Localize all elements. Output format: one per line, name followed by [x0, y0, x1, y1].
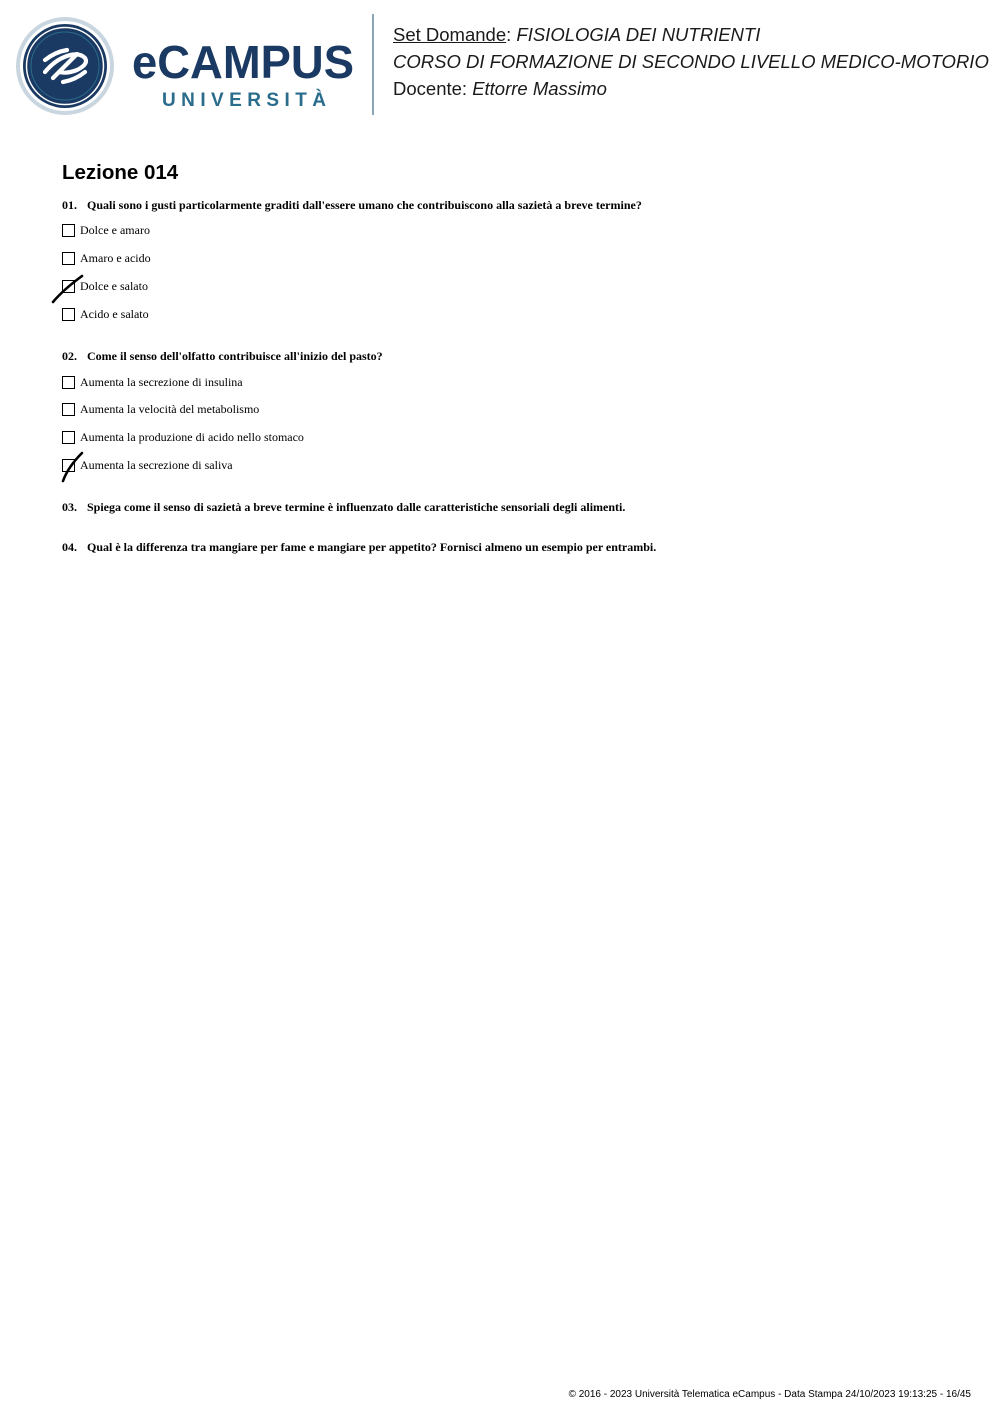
question-01: 01. Quali sono i gusti particolarmente graditi dall'essere umano che contribuiscono alla sazietà a breve termine? [62, 198, 642, 212]
checkbox[interactable] [62, 431, 75, 444]
checkbox[interactable] [62, 224, 75, 237]
header-info [393, 21, 1000, 102]
question-02: 02. Come il senso dell'olfatto contribuisce all'inizio del pasto? [62, 349, 383, 363]
question-04: 04. Qual è la differenza tra mangiare per fame e mangiare per appetito? Fornisci almeno un esempio per entrambi. [62, 540, 657, 554]
ecampus-wordmark-logo [132, 40, 360, 116]
page-footer: © 2016 - 2023 Università Telematica eCampus - Data Stampa 24/10/2023 19:13:25 - 16/45 [568, 1389, 971, 1400]
header-divider [372, 14, 374, 115]
checkbox[interactable] [62, 376, 75, 389]
lesson-title: Lezione 014 [62, 161, 179, 184]
checkbox[interactable] [62, 252, 75, 265]
question-03: 03. Spiega come il senso di sazietà a breve termine è influenzato dalle caratteristiche sensoriali degli alimenti. [62, 500, 626, 514]
svg-text:eCAMPUS: eCAMPUS [132, 40, 354, 88]
svg-text:UNIVERSITÀ: UNIVERSITÀ [162, 90, 326, 111]
course-line: CORSO DI FORMAZIONE DI SECONDO LIVELLO MEDICO-MOTORIO [393, 51, 989, 72]
teacher-line: Docente: Ettorre Massimo [393, 78, 607, 99]
page-header [0, 0, 1000, 125]
set-line: Set Domande: FISIOLOGIA DEI NUTRIENTI [393, 24, 761, 45]
ecampus-seal-logo [14, 16, 116, 116]
checkbox[interactable] [62, 308, 75, 321]
checkbox[interactable] [62, 403, 75, 416]
